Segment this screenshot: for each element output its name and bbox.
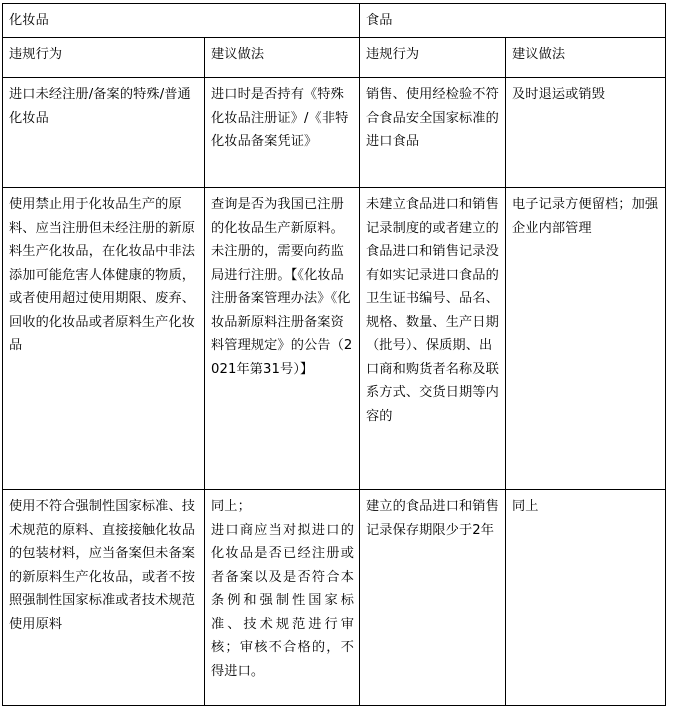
cell-food-violation: 未建立食品进口和销售记录制度的或者建立的食品进口和销售记录没有如实记录进口食品的卫生证书编号、品名、规格、数量、生产日期（批号）、保质期、出口商和购货者名称及联系方式、交货日期等内容的 [360,188,506,490]
table-row [3,490,666,706]
cell-cosmetics-violation: 使用禁止用于化妆品生产的原料、应当注册但未经注册的新原料生产化妆品，在化妆品中非法添加可能危害人体健康的物质，或者使用超过使用期限、废弃、回收的化妆品或者原料生产化妆品 [3,188,205,490]
column-header-cosmetics-violation: 违规行为 [3,38,205,78]
table-body [3,78,666,706]
group-header-row [3,4,666,38]
cell-food-advice: 同上 [506,490,666,706]
cell-cosmetics-violation: 使用不符合强制性国家标准、技术规范的原料、直接接触化妆品的包装材料，应当备案但未备案的新原料生产化妆品，或者不按照强制性国家标准或者技术规范使用原料 [3,490,205,706]
cell-food-advice: 电子记录方便留档；加强企业内部管理 [506,188,666,490]
column-header-food-advice: 建议做法 [506,38,666,78]
cell-cosmetics-advice: 进口时是否持有《特殊化妆品注册证》/《非特化妆品备案凭证》 [205,78,360,188]
comparison-table [2,3,666,706]
table-header [3,4,666,78]
table-row [3,78,666,188]
table-row [3,188,666,490]
cell-food-violation: 销售、使用经检验不符合食品安全国家标准的进口食品 [360,78,506,188]
group-header-cosmetics: 化妆品 [3,4,360,38]
sub-header-row [3,38,666,78]
group-header-food: 食品 [360,4,666,38]
cell-food-violation: 建立的食品进口和销售记录保存期限少于2年 [360,490,506,706]
cell-cosmetics-advice: 查询是否为我国已注册的化妆品生产新原料。未注册的，需要向药监局进行注册。【《化妆品注册备案管理办法》《化妆品新原料注册备案资料管理规定》的公告（2021年第31号）】 [205,188,360,490]
column-header-food-violation: 违规行为 [360,38,506,78]
cell-cosmetics-violation: 进口未经注册/备案的特殊/普通化妆品 [3,78,205,188]
cell-food-advice: 及时退运或销毁 [506,78,666,188]
cell-cosmetics-advice: 同上； 进口商应当对拟进口的化妆品是否已经注册或者备案以及是否符合本条例和强制性国家标准、技术规范进行审核；审核不合格的，不得进口。 [205,490,360,706]
column-header-cosmetics-advice: 建议做法 [205,38,360,78]
